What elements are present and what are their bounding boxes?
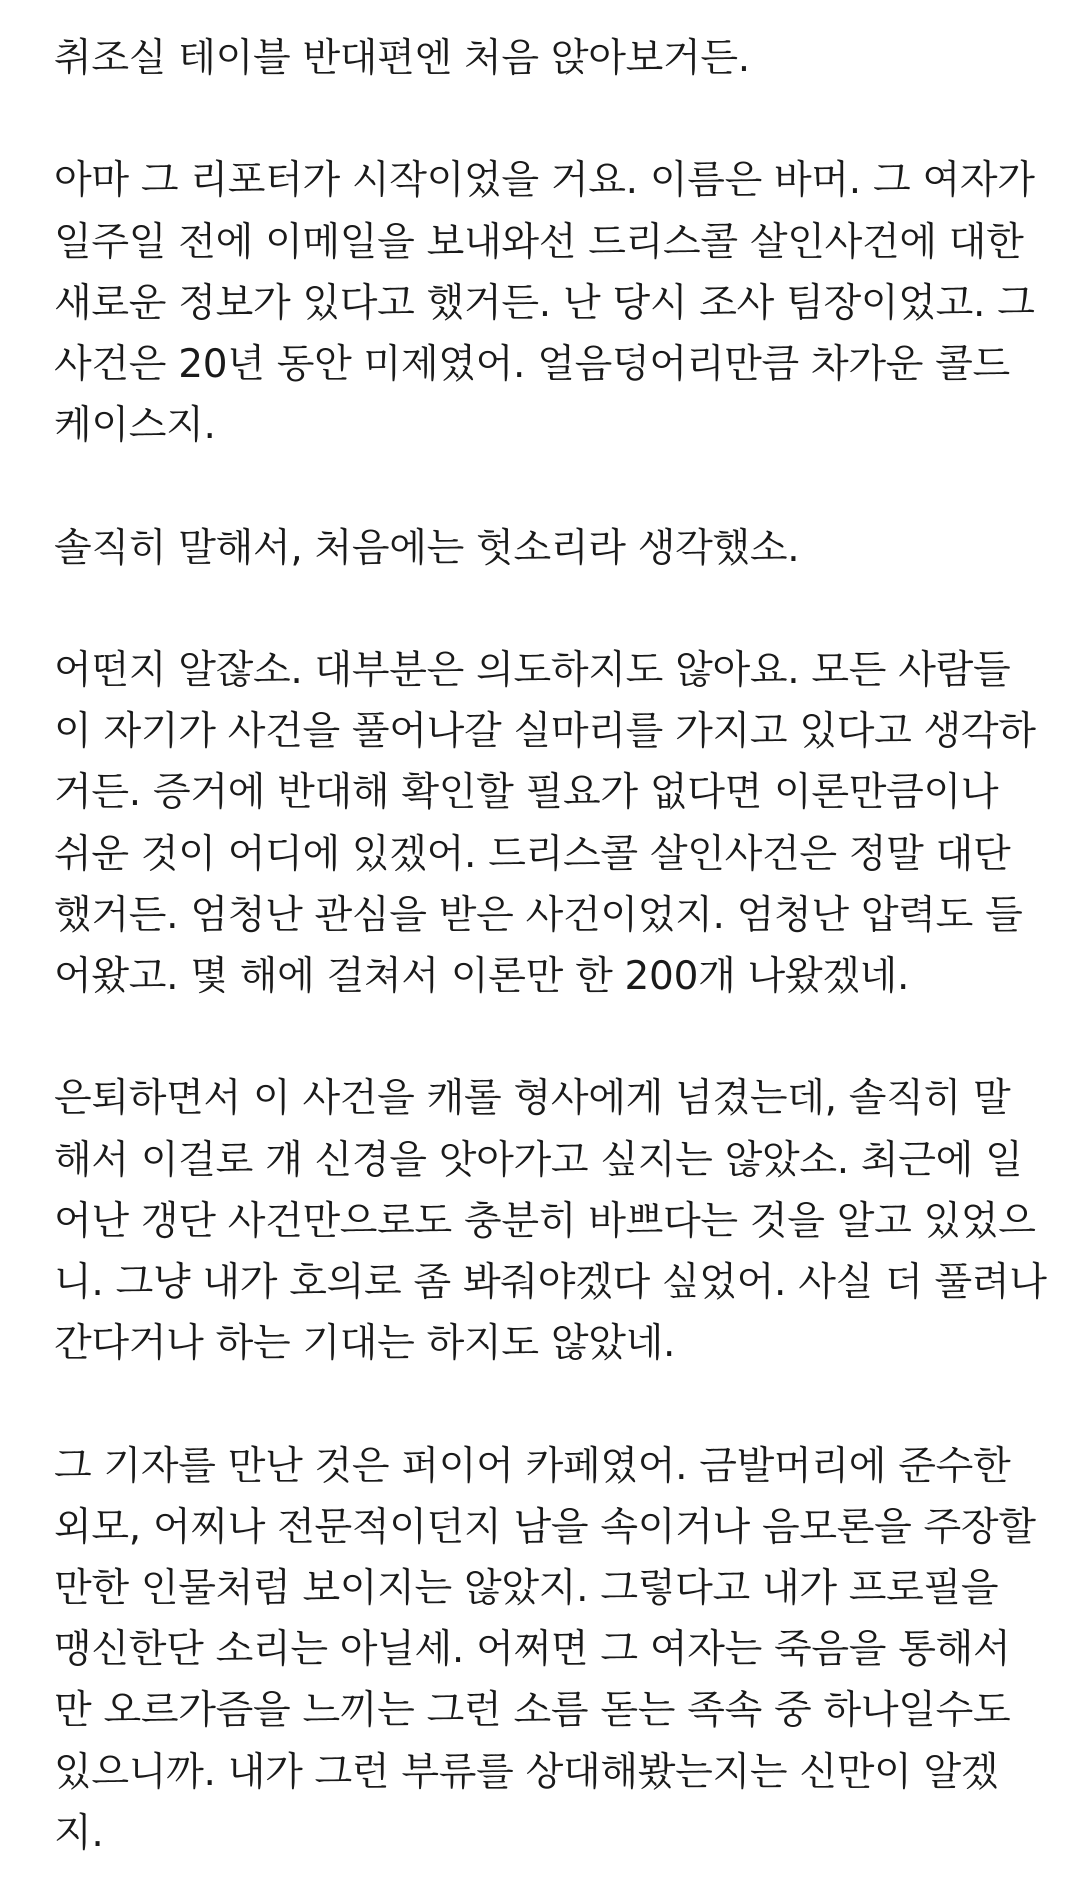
text-line: 어왔고. 몇 해에 걸쳐서 이론만 한 200개 나왔겠네. xyxy=(54,954,910,999)
paragraph-5 xyxy=(54,1068,1047,1374)
text-line: 사건은 20년 동안 미제였어. 얼음덩어리만큼 차가운 콜드 xyxy=(54,342,1010,387)
text-line: 거든. 증거에 반대해 확인할 필요가 없다면 이론만큼이나 xyxy=(54,770,999,816)
text-line: 취조실 테이블 반대편엔 처음 앉아보거든. xyxy=(54,36,750,81)
text-line: 일주일 전에 이메일을 보내와선 드리스콜 살인사건에 대한 xyxy=(54,219,1024,265)
text-line: 있으니까. 내가 그런 부류를 상대해봤는지는 신만이 알겠 xyxy=(54,1749,999,1795)
text-line: 케이스지. xyxy=(54,403,216,449)
text-line: 해서 이걸로 걔 신경을 앗아가고 싶지는 않았소. 최근에 일 xyxy=(54,1137,1023,1183)
text-line: 아마 그 리포터가 시작이었을 거요. 이름은 바머. 그 여자가 xyxy=(54,158,1035,204)
text-line: 어떤지 알잖소. 대부분은 의도하지도 않아요. 모든 사람들 xyxy=(54,647,1011,693)
text-line: 간다거나 하는 기대는 하지도 않았네. xyxy=(54,1321,676,1367)
text-line: 니. 그냥 내가 호의로 좀 봐줘야겠다 싶었어. 사실 더 풀려나 xyxy=(54,1260,1047,1305)
text-line: 만한 인물처럼 보이지는 않았지. 그렇다고 내가 프로필을 xyxy=(54,1566,999,1611)
text-line: 새로운 정보가 있다고 했거든. 난 당시 조사 팀장이었고. 그 xyxy=(54,280,1035,326)
text-line: 했거든. 엄청난 관심을 받은 사건이었지. 엄청난 압력도 들 xyxy=(54,892,1023,938)
text-line: 이 자기가 사건을 풀어나갈 실마리를 가지고 있다고 생각하 xyxy=(54,709,1036,755)
text-line: 만 오르가즘을 느끼는 그런 소름 돋는 족속 중 하나일수도 xyxy=(54,1688,1011,1734)
text-line: 어난 갱단 사건만으로도 충분히 바쁘다는 것을 알고 있었으 xyxy=(54,1198,1036,1244)
paragraph-2 xyxy=(54,150,1044,456)
text-line: 쉬운 것이 어디에 있겠어. 드리스콜 살인사건은 정말 대단 xyxy=(54,831,1011,877)
paragraph-4 xyxy=(54,640,1044,1007)
text-line: 은퇴하면서 이 사건을 캐롤 형사에게 넘겼는데, 솔직히 말 xyxy=(54,1076,1011,1122)
paragraph-1 xyxy=(54,28,1044,89)
text-line: 솔직히 말해서, 처음에는 헛소리라 생각했소. xyxy=(54,525,800,571)
paragraph-3 xyxy=(54,518,1044,579)
text-line: 외모, 어찌나 전문적이던지 남을 속이거나 음모론을 주장할 xyxy=(54,1504,1036,1550)
paragraph-6 xyxy=(54,1436,1044,1864)
text-line: 맹신한단 소리는 아닐세. 어쩌면 그 여자는 죽음을 통해서 xyxy=(54,1627,1011,1673)
text-line: 그 기자를 만난 것은 퍼이어 카페였어. 금발머리에 준수한 xyxy=(54,1443,1011,1489)
text-line: 지. xyxy=(54,1810,104,1856)
